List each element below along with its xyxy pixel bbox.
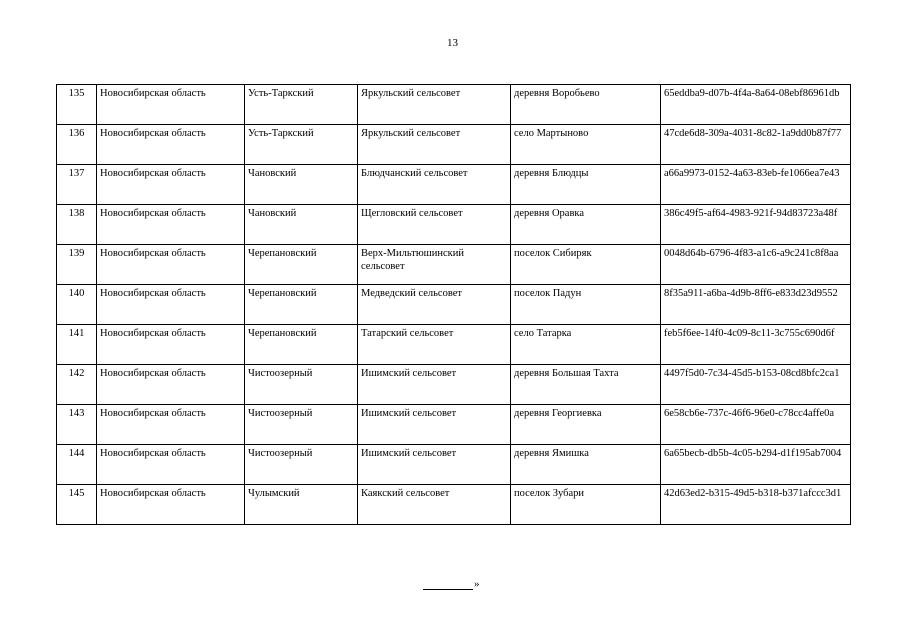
council-cell: Щегловский сельсовет <box>358 205 511 245</box>
guid-cell: 6a65becb-db5b-4c05-b294-d1f195ab7004 <box>661 445 851 485</box>
blank-underline <box>423 579 473 590</box>
settlement-cell: деревня Ямишка <box>511 445 661 485</box>
settlement-cell: деревня Оравка <box>511 205 661 245</box>
row-number-cell: 135 <box>57 85 97 125</box>
page-number: 13 <box>447 37 458 49</box>
table-row <box>57 365 851 405</box>
guid-cell: 4497f5d0-7c34-45d5-b153-08cd8bfc2ca1 <box>661 365 851 405</box>
settlement-cell: село Татарка <box>511 325 661 365</box>
council-cell: Ишимский сельсовет <box>358 405 511 445</box>
council-cell: Яркульский сельсовет <box>358 125 511 165</box>
council-cell: Медведский сельсовет <box>358 285 511 325</box>
district-cell: Черепановский <box>245 325 358 365</box>
settlement-cell: село Мартыново <box>511 125 661 165</box>
row-number-cell: 140 <box>57 285 97 325</box>
closing-quote: » <box>474 578 480 590</box>
district-cell: Черепановский <box>245 245 358 285</box>
settlement-cell: поселок Зубари <box>511 485 661 525</box>
region-cell: Новосибирская область <box>97 165 245 205</box>
table-row <box>57 285 851 325</box>
row-number-cell: 137 <box>57 165 97 205</box>
guid-cell: feb5f6ee-14f0-4c09-8c11-3c755c690d6f <box>661 325 851 365</box>
district-cell: Усть-Таркский <box>245 125 358 165</box>
table-row <box>57 405 851 445</box>
guid-cell: 65eddba9-d07b-4f4a-8a64-08ebf86961db <box>661 85 851 125</box>
row-number-cell: 144 <box>57 445 97 485</box>
region-cell: Новосибирская область <box>97 245 245 285</box>
table-row <box>57 85 851 125</box>
region-cell: Новосибирская область <box>97 125 245 165</box>
settlement-cell: деревня Блюдцы <box>511 165 661 205</box>
row-number-cell: 139 <box>57 245 97 285</box>
row-number-cell: 143 <box>57 405 97 445</box>
settlement-cell: поселок Сибиряк <box>511 245 661 285</box>
region-cell: Новосибирская область <box>97 445 245 485</box>
region-cell: Новосибирская область <box>97 485 245 525</box>
region-cell: Новосибирская область <box>97 285 245 325</box>
guid-cell: 386c49f5-af64-4983-921f-94d83723a48f <box>661 205 851 245</box>
district-cell: Чановский <box>245 205 358 245</box>
guid-cell: 0048d64b-6796-4f83-a1c6-a9c241c8f8aa <box>661 245 851 285</box>
district-cell: Чулымский <box>245 485 358 525</box>
table-row <box>57 165 851 205</box>
council-cell: Татарский сельсовет <box>358 325 511 365</box>
district-cell: Чановский <box>245 165 358 205</box>
settlements-table <box>56 84 851 525</box>
row-number-cell: 145 <box>57 485 97 525</box>
region-cell: Новосибирская область <box>97 325 245 365</box>
row-number-cell: 142 <box>57 365 97 405</box>
settlement-cell: деревня Большая Тахта <box>511 365 661 405</box>
guid-cell: 42d63ed2-b315-49d5-b318-b371afccc3d1 <box>661 485 851 525</box>
table-row <box>57 125 851 165</box>
council-cell: Блюдчанский сельсовет <box>358 165 511 205</box>
district-cell: Чистоозерный <box>245 405 358 445</box>
council-cell: Ишимский сельсовет <box>358 365 511 405</box>
region-cell: Новосибирская область <box>97 365 245 405</box>
guid-cell: 47cde6d8-309a-4031-8c82-1a9dd0b87f77 <box>661 125 851 165</box>
guid-cell: 6e58cb6e-737c-46f6-96e0-c78cc4affe0a <box>661 405 851 445</box>
table-row <box>57 445 851 485</box>
table-row <box>57 205 851 245</box>
district-cell: Черепановский <box>245 285 358 325</box>
region-cell: Новосибирская область <box>97 205 245 245</box>
region-cell: Новосибирская область <box>97 405 245 445</box>
table-row <box>57 245 851 285</box>
region-cell: Новосибирская область <box>97 85 245 125</box>
district-cell: Чистоозерный <box>245 365 358 405</box>
council-cell: Верх-Мильтюшинский сельсовет <box>358 245 511 285</box>
district-cell: Чистоозерный <box>245 445 358 485</box>
table-body <box>57 85 851 525</box>
row-number-cell: 136 <box>57 125 97 165</box>
row-number-cell: 141 <box>57 325 97 365</box>
settlement-cell: деревня Георгиевка <box>511 405 661 445</box>
district-cell: Усть-Таркский <box>245 85 358 125</box>
row-number-cell: 138 <box>57 205 97 245</box>
table-row <box>57 485 851 525</box>
council-cell: Ишимский сельсовет <box>358 445 511 485</box>
guid-cell: 8f35a911-a6ba-4d9b-8ff6-e833d23d9552 <box>661 285 851 325</box>
council-cell: Яркульский сельсовет <box>358 85 511 125</box>
guid-cell: a66a9973-0152-4a63-83eb-fe1066ea7e43 <box>661 165 851 205</box>
footer-mark <box>423 578 480 590</box>
council-cell: Каякский сельсовет <box>358 485 511 525</box>
settlement-cell: деревня Воробьево <box>511 85 661 125</box>
table-row <box>57 325 851 365</box>
settlement-cell: поселок Падун <box>511 285 661 325</box>
